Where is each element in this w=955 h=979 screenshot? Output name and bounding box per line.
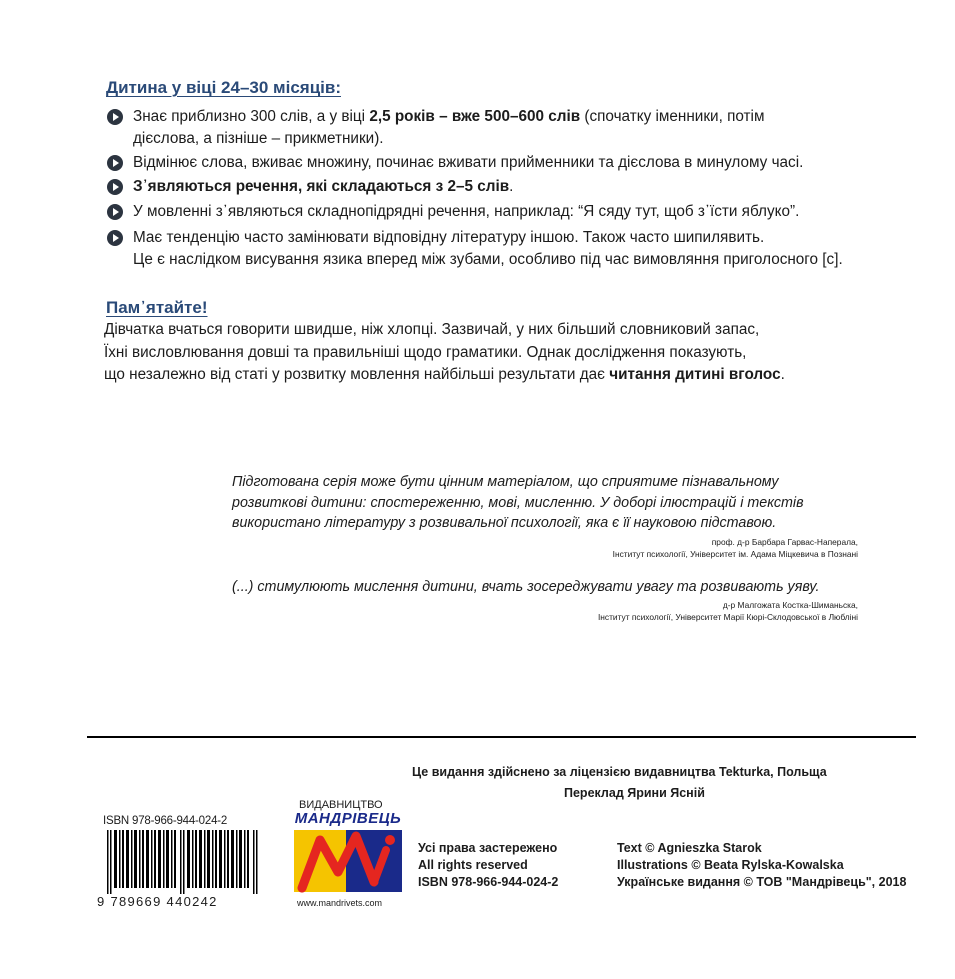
quote-line: використано літературу з розвивальної психології, яка є її науковою підставою. [232, 515, 777, 531]
section-heading-age: Дитина у віці 24–30 місяців: [106, 78, 341, 97]
play-bullet-icon [107, 155, 123, 171]
barcode-icon [107, 830, 259, 894]
quote-institution: Інститут психології, Університет Марії Кюрі-Склодовської в Любліні [597, 611, 858, 622]
quote-line: розвиткові дитини: спостереженню, мові, мисленню. У доборі ілюстрацій і текстів [232, 494, 804, 511]
list-item [107, 201, 799, 223]
credit-edition: Українське видання © ТОВ "Мандрівець", 2018 [617, 875, 907, 889]
credit-illustrator: Illustrations © Beata Rylska-Kowalska [617, 858, 844, 872]
rights-isbn: ISBN 978-966-944-024-2 [418, 875, 559, 889]
list-item-line [133, 106, 764, 128]
remember-heading: Пам᾽ятайте! [106, 298, 208, 317]
review-quote-2 [232, 577, 858, 623]
quote-author: проф. д-р Барбара Гарвас-Наперала, [711, 536, 858, 547]
divider [87, 736, 916, 738]
paragraph-text: що незалежно від статі у розвитку мовлення найбільші результати дає [104, 366, 610, 383]
play-bullet-icon [107, 179, 123, 195]
remember-paragraph [104, 319, 934, 387]
quote-line: Підготована серія може бути цінним матеріалом, що сприятиме пізнавальному [232, 474, 779, 490]
credits-block [617, 840, 906, 891]
list-item-emphasis: 2,5 років – вже 500–600 слів [369, 108, 581, 125]
play-bullet-icon [107, 204, 123, 220]
list-item [107, 152, 803, 174]
rights-line: Усі права застережено [418, 841, 558, 855]
list-item-text: У мовленні з᾽являються складнопідрядні речення, наприклад: “Я сяду тут, щоб з᾽їсти яблуко”. [133, 203, 800, 220]
license-line: Це видання здійснено за ліцензією видавництва Tekturka, Польща [412, 765, 827, 779]
rights-block [418, 840, 558, 891]
play-bullet-icon [107, 230, 123, 246]
list-item [107, 106, 764, 150]
play-bullet-icon [107, 109, 123, 125]
quote-institution: Інститут психології, Університет ім. Адама Міцкевича в Познані [612, 548, 858, 559]
review-quote-1 [232, 472, 858, 560]
list-item-line: Це є наслідком висування язика вперед між зубами, особливо під час вимовляння приголосного [с]. [133, 251, 843, 268]
publisher-logo [290, 810, 406, 896]
rights-line: All rights reserved [418, 858, 528, 872]
list-item-text: Знає приблизно 300 слів, а у віці [133, 108, 370, 125]
paragraph-text: . [780, 366, 785, 383]
barcode-digits: 9 789669 440242 [97, 894, 218, 909]
list-item [107, 227, 843, 271]
list-item-line: дієслова, а пізніше – прикметники). [133, 130, 384, 147]
paragraph-line [104, 364, 934, 387]
publisher-url: www.mandrivets.com [297, 898, 383, 908]
list-item-text: Відмінює слова, вживає множину, починає вживати прийменники та дієслова в минулому часі. [133, 154, 804, 171]
list-item-line: Має тенденцію часто замінювати відповідну літературу іншою. Також часто шипилявить. [133, 229, 765, 246]
list-item-text: З᾽являються речення, які складаються з 2–5 слів [133, 178, 510, 195]
paragraph-emphasis: читання дитині вголос [609, 366, 781, 383]
credit-text-author: Text © Agnieszka Starok [617, 841, 762, 855]
isbn-label: ISBN 978-966-944-024-2 [103, 815, 228, 827]
paragraph-line: Їхні висловлювання довші та правильніші щодо граматики. Однак дослідження показують, [104, 343, 747, 361]
quote-line: (...) стимулюють мислення дитини, вчать зосереджувати увагу та розвивають уяву. [232, 579, 820, 595]
quote-author: д-р Малгожата Костка-Шиманьска, [722, 599, 858, 610]
list-item [107, 176, 513, 198]
publisher-name: МАНДРІВЕЦЬ [294, 810, 402, 827]
list-item-suffix: . [509, 178, 514, 195]
list-item-text: (спочатку іменники, потім [580, 108, 765, 125]
translator-line: Переклад Ярини Ясній [564, 786, 705, 800]
publisher-label: ВИДАВНИЦТВО [299, 799, 383, 811]
paragraph-line: Дівчатка вчаться говорити швидше, ніж хлопці. Зазвичай, у них більший словниковий запас, [104, 321, 760, 338]
